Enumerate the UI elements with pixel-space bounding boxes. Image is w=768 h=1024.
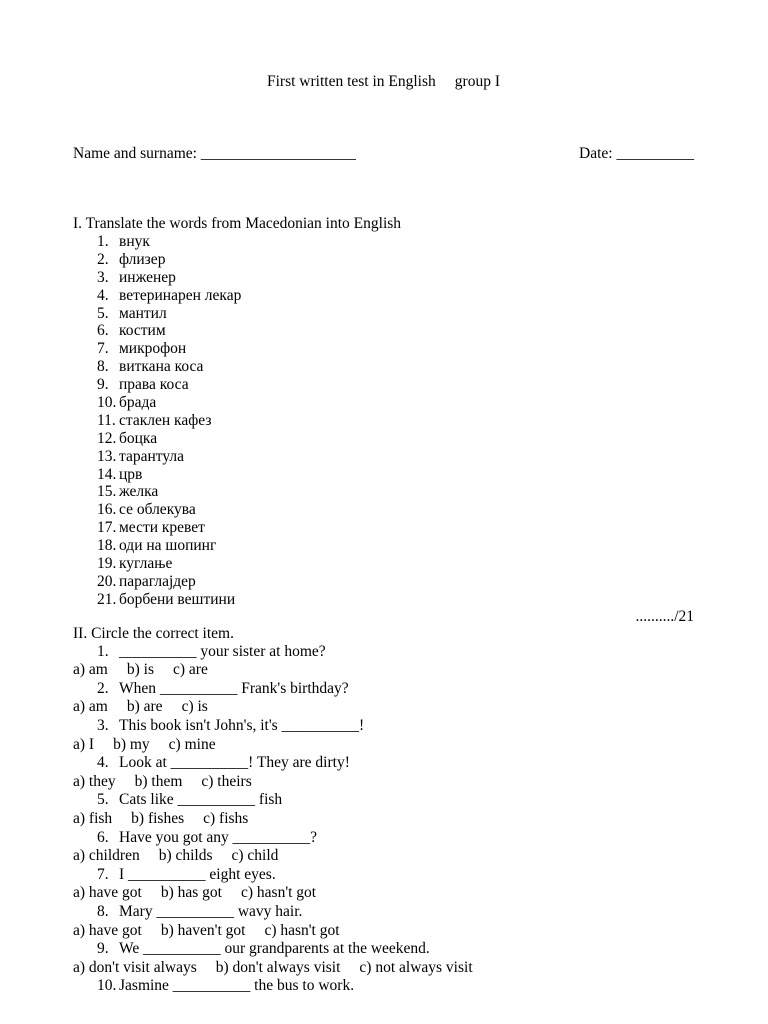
macedonian-word: црв xyxy=(119,465,143,483)
vocab-item xyxy=(73,269,694,287)
item-number: 4. xyxy=(97,286,109,304)
vocab-item xyxy=(73,591,694,609)
question-number: 4. xyxy=(97,754,109,772)
item-number: 10. xyxy=(97,394,117,412)
vocab-item xyxy=(73,519,694,537)
vocabulary-list xyxy=(73,233,694,609)
answer-option: c) hasn't got xyxy=(241,884,317,902)
answer-options xyxy=(73,847,694,866)
answer-options xyxy=(73,810,694,829)
answer-option: c) child xyxy=(231,847,279,865)
question xyxy=(73,680,694,699)
question-text: When __________ Frank's birthday? xyxy=(119,679,349,697)
question-number: 10. xyxy=(97,977,117,995)
vocab-item xyxy=(73,466,694,484)
date-blank: __________ xyxy=(616,145,694,162)
question-number: 6. xyxy=(97,828,109,846)
question-text: Look at __________! They are dirty! xyxy=(119,754,350,772)
vocab-item xyxy=(73,573,694,591)
item-number: 14. xyxy=(97,465,117,483)
macedonian-word: желка xyxy=(119,483,159,501)
question-text: I __________ eight eyes. xyxy=(119,865,276,883)
answer-options xyxy=(73,884,694,903)
question xyxy=(73,977,694,996)
item-number: 19. xyxy=(97,555,117,573)
question-text: __________ your sister at home? xyxy=(119,642,326,660)
macedonian-word: оди на шопинг xyxy=(119,537,217,555)
vocab-item xyxy=(73,394,694,412)
answer-option: a) don't visit always xyxy=(73,958,197,976)
vocab-item xyxy=(73,251,694,269)
name-label: Name and surname: xyxy=(73,145,197,162)
item-number: 7. xyxy=(97,340,109,358)
item-number: 11. xyxy=(97,411,116,429)
question-text: Mary __________ wavy hair. xyxy=(119,903,303,921)
vocab-item xyxy=(73,287,694,305)
question-number: 9. xyxy=(97,940,109,958)
question xyxy=(73,866,694,885)
vocab-item xyxy=(73,322,694,340)
item-number: 20. xyxy=(97,572,117,590)
item-number: 5. xyxy=(97,304,109,322)
question xyxy=(73,643,694,662)
date-label: Date: xyxy=(579,145,613,162)
answer-options xyxy=(73,698,694,717)
macedonian-word: боцка xyxy=(119,429,158,447)
answer-option: c) mine xyxy=(168,735,216,753)
question-text: Have you got any __________? xyxy=(119,828,318,846)
answer-option: b) haven't got xyxy=(160,921,246,939)
answer-option: b) are xyxy=(126,698,163,716)
answer-option: b) don't always visit xyxy=(215,958,341,976)
answer-option: c) are xyxy=(172,661,208,679)
question-number: 3. xyxy=(97,717,109,735)
macedonian-word: мантил xyxy=(119,304,167,322)
answer-option: a) have got xyxy=(73,884,142,902)
name-blank: ____________________ xyxy=(200,145,356,162)
answer-option: c) not always visit xyxy=(359,958,473,976)
macedonian-word: брада xyxy=(119,394,157,412)
vocab-item xyxy=(73,501,694,519)
name-field xyxy=(73,145,356,163)
macedonian-word: се облекува xyxy=(119,501,196,519)
item-number: 6. xyxy=(97,322,109,340)
vocab-item xyxy=(73,233,694,251)
macedonian-word: борбени вештини xyxy=(119,590,236,608)
macedonian-word: инженер xyxy=(119,268,176,286)
item-number: 8. xyxy=(97,358,109,376)
answer-options xyxy=(73,773,694,792)
question xyxy=(73,940,694,959)
vocab-item xyxy=(73,448,694,466)
vocab-item xyxy=(73,483,694,501)
macedonian-word: микрофон xyxy=(119,340,187,358)
macedonian-word: стаклен кафез xyxy=(119,411,212,429)
vocab-item xyxy=(73,340,694,358)
answer-option: a) am xyxy=(73,661,108,679)
question xyxy=(73,903,694,922)
item-number: 18. xyxy=(97,537,117,555)
answer-option: b) my xyxy=(113,735,150,753)
macedonian-word: внук xyxy=(119,233,150,250)
macedonian-word: куглање xyxy=(119,555,173,573)
question-text: Cats like __________ fish xyxy=(119,791,283,809)
test-title xyxy=(73,73,694,91)
question-list xyxy=(73,643,694,996)
item-number: 3. xyxy=(97,268,109,286)
item-number: 1. xyxy=(97,233,109,250)
question-text: Jasmine __________ the bus to work. xyxy=(119,977,355,995)
macedonian-word: права коса xyxy=(119,376,189,394)
section-1-score: ........../21 xyxy=(635,607,694,625)
answer-option: a) children xyxy=(73,847,140,865)
answer-options xyxy=(73,736,694,755)
item-number: 13. xyxy=(97,447,117,465)
question xyxy=(73,791,694,810)
answer-option: a) fish xyxy=(73,810,113,828)
answer-option: b) fishes xyxy=(131,810,185,828)
item-number: 12. xyxy=(97,429,117,447)
macedonian-word: мести кревет xyxy=(119,519,205,537)
question xyxy=(73,829,694,848)
vocab-item xyxy=(73,430,694,448)
question-number: 8. xyxy=(97,903,109,921)
macedonian-word: ветеринарен лекар xyxy=(119,286,242,304)
vocab-item xyxy=(73,376,694,394)
macedonian-word: костим xyxy=(119,322,166,340)
title-text: First written test in English xyxy=(267,73,436,90)
vocab-item xyxy=(73,537,694,555)
answer-options xyxy=(73,959,694,978)
vocab-item xyxy=(73,305,694,323)
question-text: This book isn't John's, it's __________! xyxy=(119,717,365,735)
item-number: 9. xyxy=(97,376,109,394)
vocab-item xyxy=(73,412,694,430)
item-number: 15. xyxy=(97,483,117,501)
answer-option: c) theirs xyxy=(201,772,252,790)
item-number: 21. xyxy=(97,590,117,608)
macedonian-word: виткана коса xyxy=(119,358,204,376)
item-number: 16. xyxy=(97,501,117,519)
date-field xyxy=(579,145,694,163)
question-number: 2. xyxy=(97,679,109,697)
section-1-heading: I. Translate the words from Macedonian into English xyxy=(73,215,402,232)
answer-options xyxy=(73,922,694,941)
answer-option: a) I xyxy=(73,735,95,753)
answer-option: c) hasn't got xyxy=(264,921,340,939)
question-number: 5. xyxy=(97,791,109,809)
item-number: 17. xyxy=(97,519,117,537)
group-label: group I xyxy=(454,73,500,90)
answer-option: a) they xyxy=(73,772,116,790)
answer-option: b) is xyxy=(126,661,154,679)
question-number: 7. xyxy=(97,865,109,883)
question xyxy=(73,717,694,736)
question-text: We __________ our grandparents at the weekend. xyxy=(119,940,430,958)
macedonian-word: флизер xyxy=(119,250,166,268)
vocab-item xyxy=(73,555,694,573)
macedonian-word: параглајдер xyxy=(119,572,196,590)
vocab-item xyxy=(73,358,694,376)
answer-option: c) is xyxy=(181,698,208,716)
answer-option: c) fishs xyxy=(203,810,249,828)
answer-option: b) has got xyxy=(160,884,222,902)
student-info-row xyxy=(73,145,694,163)
answer-option: a) have got xyxy=(73,921,142,939)
macedonian-word: тарантула xyxy=(119,447,185,465)
item-number: 2. xyxy=(97,250,109,268)
answer-option: b) them xyxy=(134,772,183,790)
answer-option: a) am xyxy=(73,698,108,716)
question-number: 1. xyxy=(97,642,109,660)
answer-option: b) childs xyxy=(158,847,213,865)
answer-options xyxy=(73,661,694,680)
section-2-heading: II. Circle the correct item. xyxy=(73,624,234,642)
question xyxy=(73,754,694,773)
